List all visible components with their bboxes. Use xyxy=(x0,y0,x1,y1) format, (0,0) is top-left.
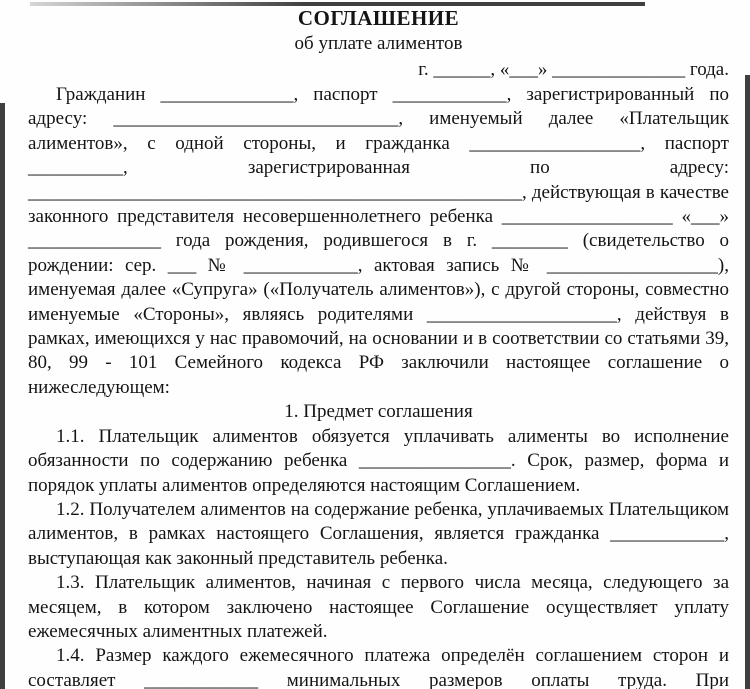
scan-border-top xyxy=(30,2,645,6)
document-subtitle: об уплате алиментов xyxy=(294,33,463,54)
clause-1-4: 1.4. Размер каждого ежемесячного платежа определён соглашением сторон и составляет ____________ минимальных размеров оплаты труда. При xyxy=(28,645,729,689)
scan-border-left xyxy=(0,103,5,689)
clause-1-1: 1.1. Плательщик алиментов обязуется уплачивать алименты во исполнение обязанности по содержанию ребенка ________________. Срок, размер, форма и порядок уплаты алиментов определяются настоящим Соглашением. xyxy=(28,425,729,496)
scan-border-right xyxy=(745,75,750,689)
clause-1-2: 1.2. Получателем алиментов на содержание ребенка, уплачиваемых Плательщиком алиментов, в рамках настоящего Соглашения, является гражданка ____________, выступающая как законный представитель ребенка. xyxy=(28,498,729,569)
document-title: СОГЛАШЕНИЕ xyxy=(297,6,460,30)
clause-1-3: 1.3. Плательщик алиментов, начиная с первого числа месяца, следующего за месяцем, в котором заключено настоящее Соглашение осуществляет уплату ежемесячных алиментных платежей. xyxy=(28,572,729,642)
preamble-paragraph: Гражданин ______________, паспорт ____________, зарегистрированный по адресу: ______________________________, именуемый далее «Плательщик алиментов», с одной стороны, и гражданка __________________, паспорт __________, зарегистрированная по адресу: ____________________________________________________, действующая в качестве законного представителя несовершеннолетнего ребенка __________________ «___» ______________ года рождения, родившегося в г. ________ (свидетельство о рождении: сер. ___ № ____________, актовая запись № __________________), именуемая далее «Супруга» («Получатель алиментов»), с другой стороны, совместно именуемые «Стороны», являясь родителями ____________________, действуя в рамках, имеющихся у нас правомочий, на основании и в соответствии со статьями 39, 80, 99 - 101 Семейного кодекса РФ заключили настоящее соглашение о нижеследующем: xyxy=(28,84,729,398)
date-line: г. ______, «___» ______________ года. xyxy=(418,59,729,80)
section-1-heading: 1. Предмет соглашения xyxy=(284,401,473,423)
